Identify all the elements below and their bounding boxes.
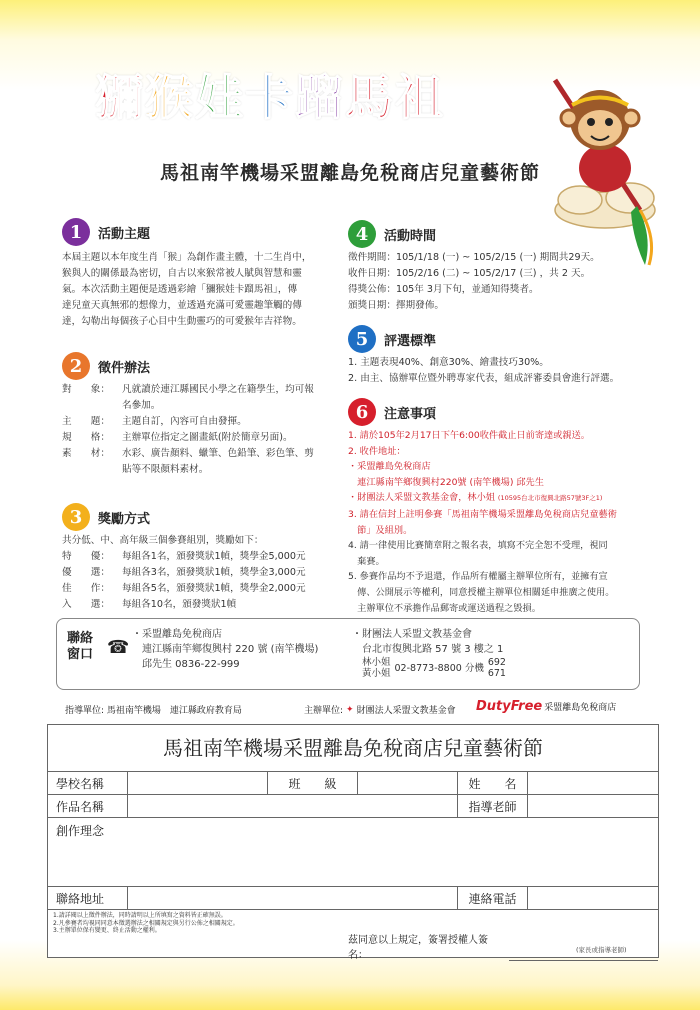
consent-text: 茲同意以上規定，簽署授權人簽名：: [348, 935, 488, 961]
note-line: 連江縣南竿鄉復興村220號 (南竿機場) 邱先生: [348, 476, 544, 488]
contact-exts: [488, 657, 506, 679]
note-line: 主辦單位不承擔作品郵寄或運送過程之毀損。: [348, 602, 541, 614]
schedule-line: 頒獎日期：擇期發佈。: [348, 300, 444, 311]
contact-line: 台北市復興北路 57 號 3 樓之 1: [352, 644, 504, 655]
award-row: [62, 597, 352, 613]
brand-name: DutyFree: [476, 699, 543, 714]
contact-line: 連江縣南竿鄉復興村 220 號 (南竿機場): [132, 644, 319, 655]
section-header: [348, 398, 658, 426]
rule-row: [62, 398, 352, 414]
award-row: [62, 565, 352, 581]
rule-value: 凡就讀於連江縣國民小學之在籍學生，均可報: [122, 384, 314, 395]
rule-value: 主辦單位指定之圖畫紙(附於簡章另面)。: [122, 432, 293, 443]
school-label: 學校名稱: [48, 772, 128, 794]
award-label: 佳 作：: [62, 583, 110, 594]
name-label: 姓 名: [458, 772, 528, 794]
teacher-field[interactable]: [528, 795, 658, 817]
section-title: 獎勵方式: [98, 511, 151, 527]
award-value: 每組各10名，頒發獎狀1幀: [122, 599, 237, 610]
section-activity-theme: [62, 218, 352, 330]
rule-value: 主題自訂，內容可自由發揮。: [122, 416, 247, 427]
contact-phone-row: [362, 657, 506, 679]
rule-label: 素 材：: [62, 448, 110, 459]
rule-value: 貼等不限顏料素材。: [122, 464, 209, 475]
form-title: 馬祖南竿機場采盟離島免稅商店兒童藝術節: [48, 725, 658, 772]
title-char-6: 馬: [345, 70, 394, 126]
contact-name: 林小姐: [362, 657, 391, 668]
text-line: 猴與人的關係最為密切，自古以來猴常被人賦與智慧和靈: [62, 268, 302, 279]
section-title: 徵件辦法: [98, 360, 151, 376]
contact-names: [362, 657, 391, 679]
section-body: [62, 250, 352, 330]
contact-line: 邱先生 0836-22-999: [132, 659, 240, 670]
contact-label-line: 聯絡: [67, 631, 94, 646]
contact-ext: 671: [487, 668, 506, 679]
section-body: [62, 533, 352, 613]
section-title: 注意事項: [384, 406, 437, 422]
form-note: 2.凡參賽者均視同同意本徵選辦法之相關規定與另行公佈之相關規定。: [53, 919, 239, 927]
consent-note: (家長或指導老師): [576, 946, 627, 954]
form-row: [48, 818, 658, 887]
note-line: 傳、公開展示等權利，同意授權主辦單位相關延申推廣之使用。: [348, 586, 615, 598]
text-line: 本屆主題以本年度生肖「猴」為創作畫主體，十二生肖中，: [62, 252, 312, 263]
section-awards: [62, 503, 352, 613]
phone-icon: ☎: [107, 637, 130, 658]
criteria-line: 1. 主題表現40%、創意30%、繪畫技巧30%。: [348, 357, 549, 368]
dutyfree-logo: [476, 699, 616, 714]
award-label: 優 選：: [62, 567, 110, 578]
form-row: [48, 795, 658, 818]
guide-units: [65, 703, 242, 716]
teacher-label: 指導老師: [458, 795, 528, 817]
contact-store: [132, 627, 318, 672]
text-line: 達兒童天真無邪的想像力，並透過充滿可愛靈趣筆觸的傳: [62, 300, 302, 311]
main-title: [95, 68, 443, 128]
section-number-badge: 2: [62, 352, 90, 380]
contact-box: [56, 618, 640, 690]
section-title: 活動主題: [98, 226, 151, 242]
section-header: [62, 503, 352, 531]
subtitle: 馬祖南竿機場采盟離島免稅商店兒童藝術節: [159, 162, 540, 184]
address-field[interactable]: [128, 887, 458, 909]
note-line: 3. 請在信封上註明參賽「馬祖南竿機場采盟離島免稅商店兒童藝術: [348, 508, 617, 520]
section-body: [348, 250, 648, 314]
title-char-3: 娃: [195, 70, 244, 126]
rule-label: 對 象：: [62, 384, 110, 395]
concept-label: 創作理念: [56, 823, 105, 838]
note-line: 節」及組別。: [348, 524, 413, 536]
note-small-address: (10595台北市復興北路57號3F之1): [497, 494, 603, 503]
note-line: 1. 請於105年2月17日下午6:00收件截止日前寄達或親送。: [348, 430, 590, 441]
work-title-label: 作品名稱: [48, 795, 128, 817]
section-number-badge: 6: [348, 398, 376, 426]
section-header: [348, 325, 658, 353]
section-title: 活動時間: [384, 228, 437, 244]
note-line: 棄賽。: [348, 555, 385, 567]
section-body: [348, 355, 658, 387]
note-text: ・財團法人采盟文教基金會，林小姐: [348, 492, 495, 504]
phone-field[interactable]: [528, 887, 658, 909]
class-label: 班 級: [268, 772, 358, 794]
rule-row: [62, 414, 352, 430]
section-submission-rules: [62, 352, 352, 478]
host-units: [304, 703, 456, 716]
rule-label: 規 格：: [62, 432, 110, 443]
section-header: [62, 218, 352, 246]
form-row: [48, 887, 658, 910]
section-schedule: [348, 220, 648, 314]
section-criteria: [348, 325, 658, 387]
name-field[interactable]: [528, 772, 658, 794]
section-body: [62, 382, 352, 478]
rule-label: 主 題：: [62, 416, 110, 427]
award-value: 每組各1名，頒發獎狀1幀，獎學金5,000元: [122, 551, 306, 562]
contact-line: ・采盟離島免稅商店: [132, 629, 222, 640]
contact-name: 黃小姐: [362, 668, 391, 679]
section-body: [348, 428, 658, 616]
form-notes: [53, 912, 239, 935]
note-line: 5. 參賽作品均不予退還，作品所有權屬主辦單位所有，並擁有宣: [348, 571, 608, 583]
contact-ext: 692: [487, 657, 506, 668]
section-header: [62, 352, 352, 380]
rule-row: [62, 382, 352, 398]
entry-form: [47, 724, 659, 961]
brand-store: 采盟離島免稅商店: [544, 703, 617, 713]
contact-phone: 02-8773-8800 分機: [394, 662, 484, 674]
section-number-badge: 5: [348, 325, 376, 353]
award-value: 每組各3名，頒發獎狀1幀，獎學金3,000元: [122, 567, 306, 578]
form-note: 1.請詳閱以上徵件辦法，同時請明以上所填寫之資料皆正確無誤。: [53, 912, 227, 919]
award-row: [62, 549, 352, 565]
class-field[interactable]: [358, 772, 458, 794]
section-title: 評選標準: [384, 333, 437, 349]
form-note: 3.主辦單位保有變更、終止活動之權利。: [53, 927, 161, 934]
host-value: 財團法人采盟文教基金會: [356, 706, 456, 716]
text-line: 氣。本次活動主題便是透過彩繪「獼猴娃卡蹓馬祖」，傳: [62, 284, 298, 295]
award-label: 特 優：: [62, 551, 110, 562]
contact-line: ・財團法人采盟文教基金會: [352, 629, 472, 640]
contact-label-line: 窗口: [67, 647, 94, 662]
note-line: 2. 收件地址：: [348, 445, 406, 457]
host-label: 主辦單位:: [304, 706, 344, 716]
contact-foundation: [352, 627, 506, 679]
title-char-2: 猴: [145, 70, 194, 126]
note-line: ・采盟離島免稅商店: [348, 461, 431, 473]
rule-row: [62, 430, 352, 446]
awards-intro: 共分低、中、高年級三個參賽組別，獎勵如下：: [62, 535, 264, 546]
title-char-1: 獼: [95, 70, 144, 126]
section-number-badge: 4: [348, 220, 376, 248]
phone-label: 連絡電話: [458, 887, 528, 909]
note-line: 4. 請一律使用比賽簡章附之報名表，填寫不完全恕不受理，視同: [348, 540, 608, 552]
schedule-line: 徵件期間：105/1/18 (一) ~ 105/2/15 (一) 期間共29天。: [348, 252, 600, 263]
form-row: [48, 772, 658, 795]
school-field[interactable]: [128, 772, 268, 794]
text-line: 達，勾勒出每個孩子心目中生動靈巧的可愛猴年吉祥物。: [62, 316, 302, 327]
rule-row: [62, 446, 352, 462]
title-char-7: 祖: [395, 70, 444, 126]
foundation-logo-icon: ✦: [346, 704, 354, 715]
rule-value: 名參加。: [122, 400, 161, 411]
guide-label: 指導單位:: [65, 706, 105, 716]
award-label: 入 選：: [62, 599, 110, 610]
title-char-4: 卡: [245, 70, 294, 126]
section-number-badge: 3: [62, 503, 90, 531]
rule-value: 水彩、廣告顏料、蠟筆、色鉛筆、彩色筆、剪: [122, 448, 314, 459]
section-number-badge: 1: [62, 218, 90, 246]
award-value: 每組各5名，頒發獎狀1幀，獎學金2,000元: [122, 583, 306, 594]
contact-label: [67, 631, 93, 663]
section-header: [348, 220, 648, 248]
criteria-line: 2. 由主、協辦單位暨外聘專家代表，組成評審委員會進行評選。: [348, 373, 620, 384]
section-notes: [348, 398, 658, 616]
work-title-field[interactable]: [128, 795, 458, 817]
guide-value: 馬祖南竿機場 連江縣政府教育局: [106, 706, 242, 716]
title-char-5: 蹓: [295, 70, 344, 126]
rule-label: [62, 462, 122, 478]
schedule-line: 得獎公佈：105年 3月下旬，並通知得獎者。: [348, 284, 539, 295]
schedule-line: 收件日期：105/2/16 (二) ~ 105/2/17 (三) ，共 2 天。: [348, 268, 591, 279]
note-line: [348, 490, 658, 507]
rule-label: [62, 398, 122, 414]
award-row: [62, 581, 352, 597]
address-label: 聯絡地址: [48, 887, 128, 909]
rule-row: [62, 462, 352, 478]
